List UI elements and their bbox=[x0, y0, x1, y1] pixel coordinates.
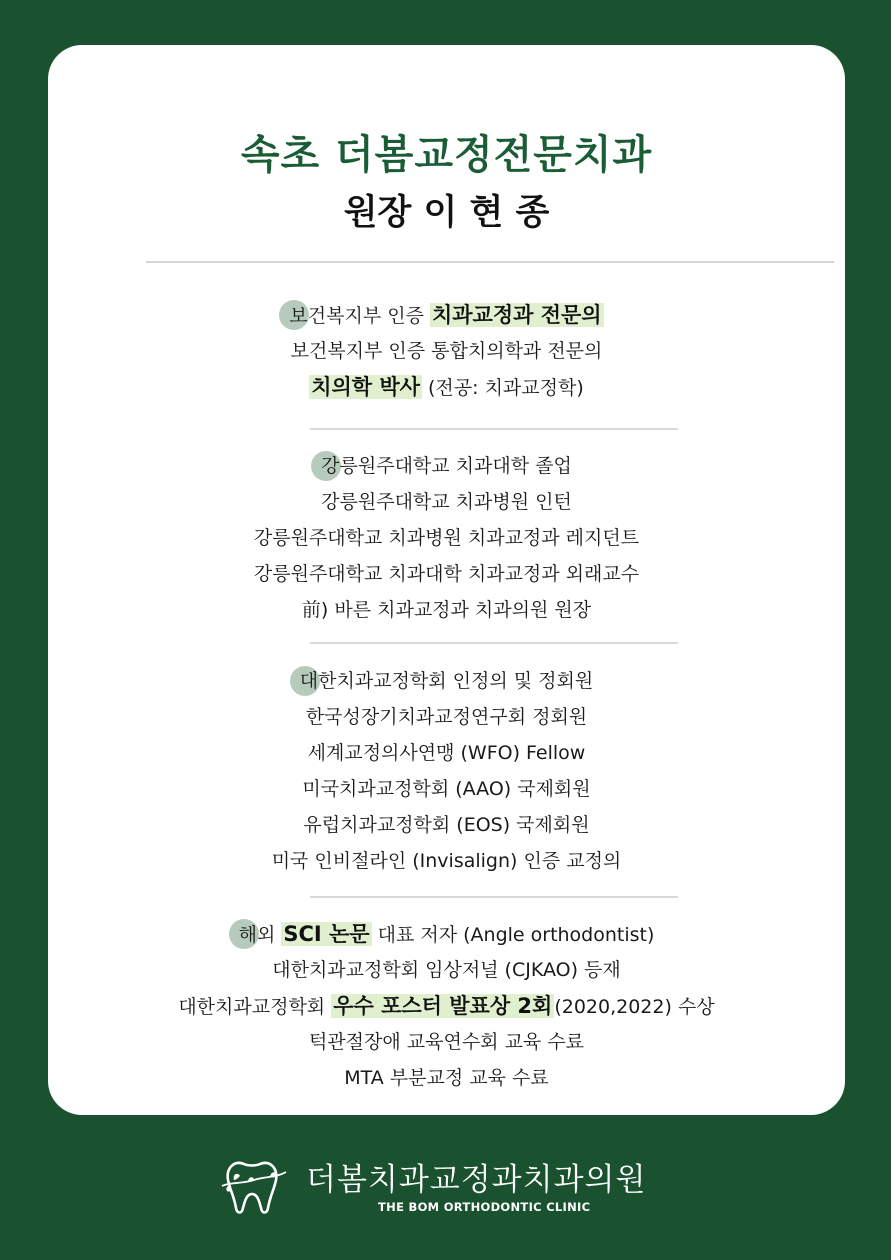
tooth-leaf-icon bbox=[220, 1156, 300, 1218]
credential-line bbox=[48, 771, 845, 807]
credential-segment: 강릉원주대학교 치과대학 졸업 bbox=[321, 455, 572, 477]
credential-line bbox=[48, 952, 845, 988]
credential-line bbox=[48, 297, 845, 333]
credential-text bbox=[254, 556, 639, 592]
credential-segment: 유럽치과교정학회 (EOS) 국제회원 bbox=[303, 814, 590, 836]
credential-text bbox=[300, 663, 593, 699]
credential-segment: 세계교정의사연맹 (WFO) Fellow bbox=[307, 742, 586, 764]
highlighted-text: 치과교정과 전문의 bbox=[431, 303, 602, 327]
credential-text bbox=[289, 297, 603, 334]
credential-line bbox=[48, 843, 845, 879]
section-publications bbox=[48, 916, 845, 1096]
credential-segment: 대한치과교정학회 bbox=[178, 996, 332, 1018]
credential-segment: 강릉원주대학교 치과대학 치과교정과 외래교수 bbox=[253, 563, 640, 585]
credential-text bbox=[272, 843, 622, 879]
section-divider bbox=[310, 642, 678, 644]
credential-line bbox=[48, 699, 845, 735]
credential-segment: 대한치과교정학회 임상저널 (CJKAO) 등재 bbox=[272, 959, 621, 981]
credential-text bbox=[178, 988, 714, 1025]
credential-segment: 한국성장기치과교정연구회 정회원 bbox=[305, 706, 588, 728]
section-credentials bbox=[48, 297, 845, 405]
credential-segment: 前) 바른 치과교정과 치과의원 원장 bbox=[301, 599, 592, 621]
credential-text bbox=[309, 1024, 584, 1060]
credential-line bbox=[48, 1024, 845, 1060]
credential-segment: 대표 저자 (Angle orthodontist) bbox=[371, 924, 655, 946]
credential-segment: 대한치과교정학회 인정의 및 정회원 bbox=[299, 670, 594, 692]
credential-text bbox=[302, 592, 591, 628]
credential-line bbox=[48, 556, 845, 592]
credential-text bbox=[272, 952, 621, 988]
credential-line bbox=[48, 916, 845, 952]
credential-segment: 미국치과교정학회 (AAO) 국제회원 bbox=[302, 778, 591, 800]
footer-logo bbox=[0, 1152, 891, 1222]
section-memberships bbox=[48, 663, 845, 879]
brand-name-korean: 더봄치과교정과치과의원 bbox=[306, 1162, 647, 1198]
credential-line bbox=[48, 592, 845, 628]
credential-text bbox=[321, 448, 572, 484]
profile-card bbox=[48, 45, 845, 1115]
credential-line bbox=[48, 735, 845, 771]
credential-text bbox=[291, 333, 603, 369]
credential-segment: (전공: 치과교정학) bbox=[421, 377, 584, 399]
credential-line bbox=[48, 520, 845, 556]
credential-segment: 턱관절장애 교육연수회 교육 수료 bbox=[308, 1031, 585, 1053]
credential-segment: MTA 부분교정 교육 수료 bbox=[344, 1067, 549, 1089]
credential-text bbox=[308, 735, 586, 771]
brand-name-english: THE BOM ORTHODONTIC CLINIC bbox=[378, 1200, 591, 1214]
credential-segment: (2020,2022) 수상 bbox=[554, 996, 715, 1018]
section-divider bbox=[310, 896, 678, 898]
credential-segment: 보건복지부 인증 bbox=[289, 305, 430, 327]
highlighted-text: 치의학 박사 bbox=[311, 375, 420, 399]
header-divider bbox=[146, 261, 834, 263]
credential-text bbox=[306, 699, 587, 735]
credential-text bbox=[321, 484, 572, 520]
credential-text bbox=[303, 807, 589, 843]
credential-line bbox=[48, 663, 845, 699]
section-divider bbox=[310, 428, 678, 430]
highlighted-text: 우수 포스터 발표상 2회 bbox=[333, 994, 553, 1018]
director-name: 원장 이 현 종 bbox=[343, 193, 550, 233]
credential-line bbox=[48, 369, 845, 405]
credential-segment: 강릉원주대학교 치과병원 치과교정과 레지던트 bbox=[253, 527, 640, 549]
credential-segment: 보건복지부 인증 통합치의학과 전문의 bbox=[290, 340, 603, 362]
credential-text bbox=[309, 369, 584, 406]
credential-text bbox=[239, 916, 655, 953]
credential-line bbox=[48, 484, 845, 520]
highlighted-text: SCI 논문 bbox=[283, 922, 370, 946]
credential-line bbox=[48, 1060, 845, 1096]
credential-line bbox=[48, 448, 845, 484]
credential-text bbox=[344, 1060, 548, 1096]
credential-text bbox=[302, 771, 590, 807]
credential-segment: 미국 인비절라인 (Invisalign) 인증 교정의 bbox=[271, 850, 622, 872]
credential-text bbox=[254, 520, 639, 556]
section-education bbox=[48, 448, 845, 628]
credential-line bbox=[48, 807, 845, 843]
credential-line bbox=[48, 333, 845, 369]
credential-line bbox=[48, 988, 845, 1024]
credential-segment: 강릉원주대학교 치과병원 인턴 bbox=[321, 491, 572, 513]
clinic-title: 속초 더봄교정전문치과 bbox=[240, 132, 653, 178]
credential-segment: 해외 bbox=[238, 924, 282, 946]
